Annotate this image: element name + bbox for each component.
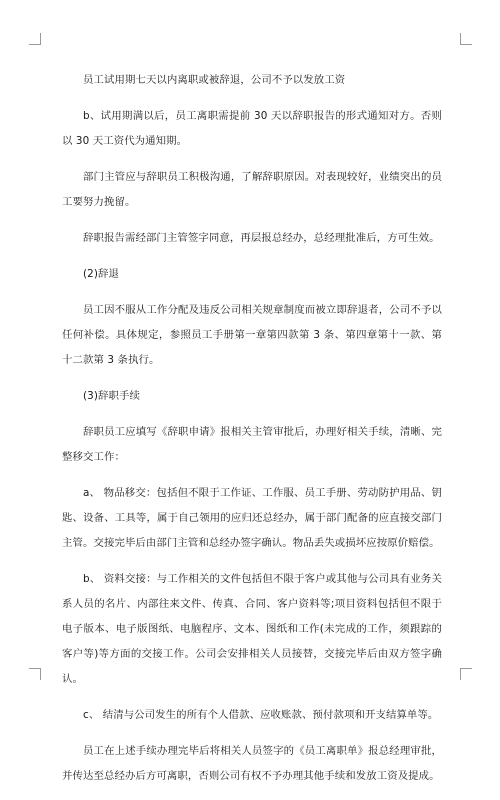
crop-mark-top-left	[29, 33, 41, 45]
section-heading-dismissal: (2)辞退	[83, 268, 119, 280]
paragraph-probation-resignation: 员工试用期七天以内离职或被辞退，公司不予以发放工资	[83, 74, 346, 86]
paragraph-settle-accounts: c、 结清与公司发生的所有个人借款、应收账款、预付款项和开支结算单等。	[83, 709, 439, 721]
crop-mark-bottom-left	[29, 668, 41, 680]
paragraph-final-approval: 员工在上述手续办理完毕后将相关人员签字的《员工离职单》报总经理审批，并传达至总经办后方可离职，否则公司有权不予办理其他手续和发放工资及提成。	[62, 745, 442, 782]
section-heading-resignation-procedure: (3)辞职手续	[83, 390, 140, 402]
paragraph-dismissal-rules: 员工因不服从工作分配及违反公司相关规章制度而被立即辞退者，公司不予以任何补偿。具体规定，参照员工手册第一章第四款第 3 条、第四章第十一款、第十二款第 3 条执行。	[62, 304, 442, 366]
document-body	[62, 68, 442, 800]
paragraph-document-handover: b、 资料交接：与工作相关的文件包括但不限于客户或其他与公司具有业务关系人员的名片、内部往来文件、传真、合同、客户资料等;项目资料包括但不限于电子版本、电子版图纸、电脑程序、文本、图纸和工作(未完成的工作，须跟踪的客户等)等方面的交接工作。公司会安排相关人员接替，交接完毕后由双方签字确认。	[62, 573, 442, 685]
crop-mark-bottom-right	[460, 668, 472, 680]
paragraph-item-handover: a、 物品移交：包括但不限于工作证、工作服、员工手册、劳动防护用品、钥匙、设备、工具等，属于自己领用的应归还总经办，属于部门配备的应直接交部门主管。交接完毕后由部门主管和总经办签字确认。物品丢失或损坏应按原价赔偿。	[62, 487, 442, 549]
paragraph-notice-period: b、试用期满以后，员工离职需提前 30 天以辞职报告的形式通知对方。否则以 30 天工资代为通知期。	[62, 110, 442, 147]
paragraph-approval-process: 辞职报告需经部门主管签字同意，再层报总经办，总经理批准后，方可生效。	[83, 232, 440, 244]
paragraph-manager-communication: 部门主管应与辞职员工积极沟通，了解辞职原因。对表现较好，业绩突出的员工要努力挽留。	[62, 171, 442, 208]
paragraph-handover-intro: 辞职员工应填写《辞职申请》报相关主管审批后，办理好相关手续，清晰、完整移交工作：	[62, 426, 442, 463]
crop-mark-top-right	[460, 33, 472, 45]
